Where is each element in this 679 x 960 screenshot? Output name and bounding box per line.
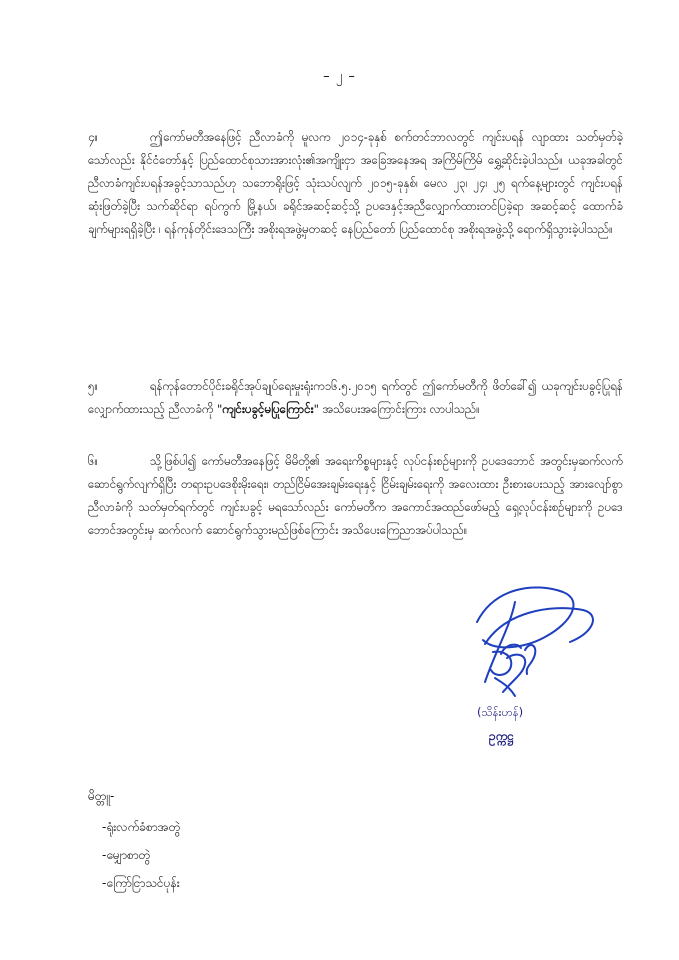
paragraph-text: ရန်ကုန်တောင်ပိုင်းခရိုင်အုပ်ချုပ်ရေးမှုးရုံးက၁၆.၅.၂၀၁၅ ရက်တွင် ဤကော်မတီကို ဖိတ်ခေါ်၍ ယခုကျင်းပခွင့်ပြုရန် လျှောက်ထားသည့် ညီလာခံကို " — [88, 379, 623, 416]
paragraph-number: ၅။ — [88, 379, 99, 393]
paragraph-text: ဤကော်မတီအနေဖြင့် ညီလာခံကို မူလက ၂၀၁၄-ခုနှစ် စက်တင်ဘာလတွင် ကျင်းပရန် လျာထား သတ်မှတ်ခဲ့သော်လည်း နိုင်ငံတော်နှင့် ပြည်ထောင်စုသားအားလုံး၏အကျိုးငှာ အခြေအနေအရ အကြိမ်ကြိမ် ရွှေ့ဆိုင်းခဲ့ပါသည်။ ယခုအခါတွင် ညီလာခံကျင်းပရန်အခွင့်သာသည်ဟု သဘောရိုးဖြင့် သုံးသပ်လျက် ၂၀၁၅-ခုနှစ်၊ မေလ ၂၃၊ ၂၄၊ ၂၅ ရက်နေ့များတွင် ကျင်းပရန်ဆုံးဖြတ်ခဲ့ပြီး သက်ဆိုင်ရာ ရပ်ကွက် မြို့နယ်၊ ခရိုင်အဆင့်ဆင့်သို့ ဥပဒေနှင့်အညီလျှောက်ထားတင်ပြခဲ့ရာ အဆင့်ဆင့် ထောက်ခံချက်များရရှိခဲ့ပြီး ၊ ရန်ကုန်တိုင်းဒေသကြီး အစိုးရအဖွဲ့မှတဆင့် နေပြည်တော် ပြည်ထောင်စု အစိုးရအဖွဲ့သို့ ရောက်ရှိသွားခဲ့ပါသည်။ — [88, 130, 623, 236]
copy-to-label: မိတ္တူ- — [88, 789, 115, 803]
paragraph-5 — [88, 375, 623, 421]
copy-to-list — [102, 813, 180, 897]
paragraph-text-end: " အသိပေးအကြောင်းကြား လာပါသည်။ — [313, 402, 480, 416]
handwritten-signature — [455, 582, 615, 707]
list-item: -ကြော်ငြာသင်ပုန်း — [102, 876, 180, 890]
signer-title: ဥက္ကဋ္ဌ — [489, 729, 514, 743]
page-number: – ၂ – — [323, 69, 356, 84]
paragraph-4 — [88, 126, 623, 241]
emphasis-text: ကျင်းပခွင့်မပြုကြောင်း — [222, 402, 314, 416]
paragraph-number: ၆။ — [88, 454, 99, 468]
paragraph-6 — [88, 450, 623, 542]
list-item: -ရုံးလက်ခံစာအတွဲ — [102, 820, 181, 834]
paragraph-number: ၄။ — [88, 130, 99, 144]
signer-name: (သိန်းဟန်) — [477, 705, 524, 719]
list-item: -မျှောစာတွဲ — [102, 848, 151, 862]
paragraph-text: သို့ဖြစ်ပါ၍ ကော်မတီအနေဖြင့် မိမိတို့၏ အရေးကိစ္စများနှင့် လုပ်ငန်းစဉ်များကို ဥပဒေဘောင် အတွင်းမှဆက်လက်ဆောင်ရွက်လျက်ရှိပြီး တရားဥပဒေစိုးမိုးရေး၊ တည်ငြိမ်အေးချမ်းရေးနှင့် ငြိမ်းချမ်းရေးကို အလေးထား ဦးစားပေးသည့် အားလျော်စွာ ညီလာခံကို သတ်မှတ်ရက်တွင် ကျင်းပခွင့် မရသော်လည်း ကော်မတီက အကောင်အထည်ဖော်မည့် ရှေ့လုပ်ငန်းစဉ်များကို ဥပဒေဘောင်အတွင်းမှ ဆက်လက် ဆောင်ရွက်သွားမည်ဖြစ်ကြောင်း အသိပေးကြေညာအပ်ပါသည်။ — [88, 454, 623, 537]
